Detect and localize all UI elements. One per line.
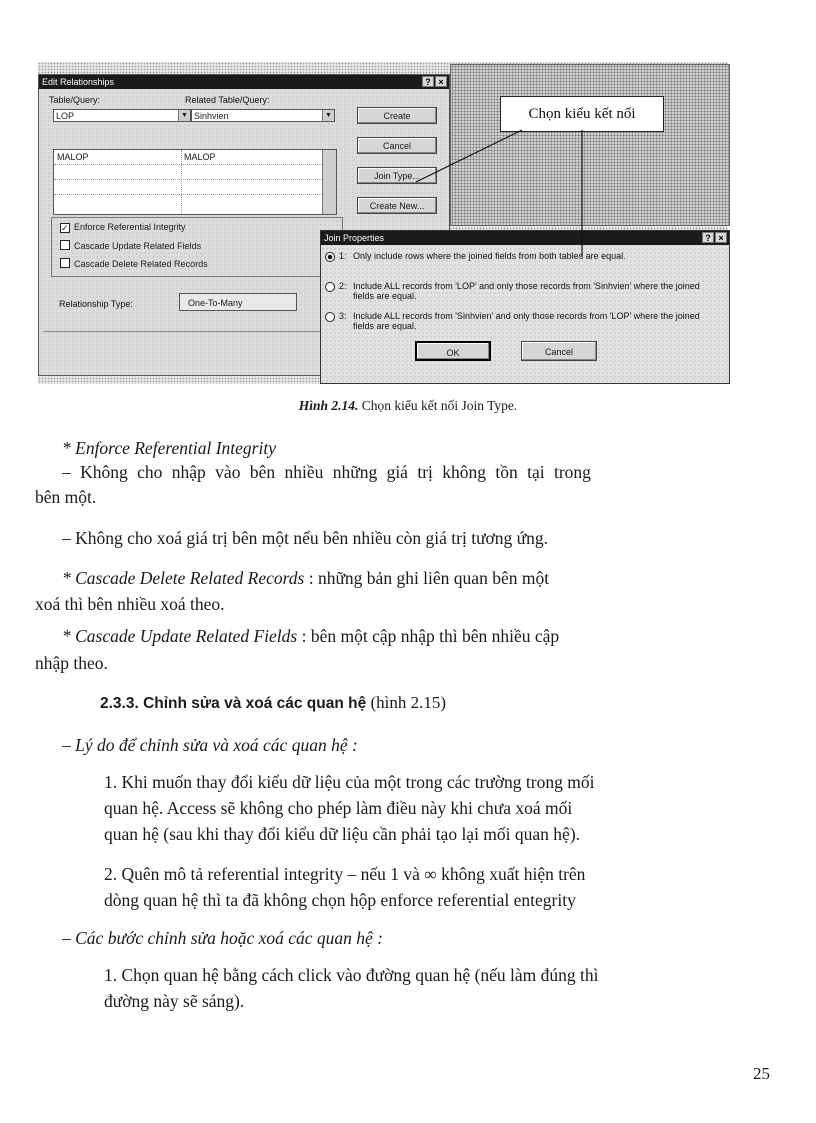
cascade-delete-line-2: xoá thì bên nhiều xoá theo.: [35, 594, 225, 614]
option-number: 3:: [339, 311, 347, 321]
reason-heading: – Lý do để chỉnh sửa và xoá các quan hệ :: [62, 735, 358, 755]
chevron-down-icon[interactable]: ▼: [322, 110, 334, 121]
field-left: MALOP: [57, 152, 89, 162]
cascade-delete-text: : những bản ghi liên quan bên một: [304, 568, 550, 588]
reason-2-line-1: 2. Quên mô tả referential integrity – nếu 1 và ∞ không xuất hiện trên: [104, 864, 586, 884]
section-ref: (hình 2.15): [366, 693, 447, 712]
close-icon[interactable]: ×: [435, 76, 447, 87]
cascade-update-label: Cascade Update Related Fields: [74, 241, 202, 251]
reason-1-line-2: quan hệ. Access sẽ không cho phép làm điều này khi chưa xoá mối: [104, 798, 573, 818]
section-heading: [100, 693, 446, 713]
enforce-rule-1-cont: bên một.: [35, 487, 97, 507]
reason-2-line-2: dòng quan hệ thì ta đã không chọn hộp enforce referential entegrity: [104, 890, 576, 910]
cascade-update-text: : bên một cập nhập thì bên nhiều cập: [297, 626, 560, 646]
join-dialog-title: Join Properties: [324, 233, 385, 243]
join-type-button[interactable]: Join Type...: [357, 167, 437, 184]
table-combo-value: LOP: [56, 111, 75, 121]
page-number: 25: [753, 1064, 770, 1083]
figure-caption: [0, 398, 816, 414]
step-1-line-1: 1. Chọn quan hệ bằng cách click vào đường quan hệ (nếu làm đúng thì: [104, 965, 599, 985]
related-table-label: Related Table/Query:: [185, 95, 270, 105]
callout-line-join-type: [416, 130, 522, 182]
cancel-button[interactable]: Cancel: [357, 137, 437, 154]
section-title: 2.3.3. Chỉnh sửa và xoá các quan hệ: [100, 695, 367, 712]
join-cancel-button[interactable]: Cancel: [521, 341, 597, 361]
figure-screenshot: [38, 62, 728, 384]
enforce-label: Enforce Referential Integrity: [74, 222, 186, 232]
create-button[interactable]: Create: [357, 107, 437, 124]
enforce-rule-1: – Không cho nhập vào bên nhiều những giá trị không tồn tại trong: [62, 462, 591, 482]
option-text: Only include rows where the joined fields from both tables are equal.: [353, 251, 626, 261]
cascade-delete-line: [62, 566, 549, 590]
enforce-heading: * Enforce Referential Integrity: [62, 438, 276, 458]
cascade-delete-term: * Cascade Delete Related Records: [62, 568, 305, 588]
close-icon[interactable]: ×: [715, 232, 727, 243]
callout-arrows: [38, 62, 728, 384]
table-query-label: Table/Query:: [49, 95, 101, 105]
enforce-rule-2: – Không cho xoá giá trị bên một nếu bên nhiều còn giá trị tương ứng.: [62, 528, 549, 548]
edit-dialog-title: Edit Relationships: [42, 77, 115, 87]
option-text: Include ALL records from 'Sinhvien' and only those records from 'LOP' where the joined fields are equal.: [353, 311, 700, 331]
caption-text: Chọn kiểu kết nối Join Type.: [361, 398, 518, 413]
option-number: 1:: [339, 251, 347, 261]
chevron-down-icon[interactable]: ▼: [178, 110, 190, 121]
cascade-update-term: * Cascade Update Related Fields: [62, 626, 298, 646]
ok-button[interactable]: OK: [415, 341, 491, 361]
reason-1-line-3: quan hệ (sau khi thay đổi kiểu dữ liệu cần phải tạo lại mối quan hệ).: [104, 824, 581, 844]
help-icon[interactable]: ?: [702, 232, 714, 243]
option-number: 2:: [339, 281, 347, 291]
cascade-update-line-2: nhập theo.: [35, 653, 108, 673]
reason-1-line-1: 1. Khi muốn thay đổi kiểu dữ liệu của một trong các trường trong mối: [104, 772, 595, 792]
create-new-button[interactable]: Create New...: [357, 197, 437, 214]
relationship-type-value: One-To-Many: [179, 293, 297, 311]
step-1-line-2: đường này sẽ sáng).: [104, 991, 245, 1011]
relationship-type-label: Relationship Type:: [59, 299, 133, 309]
steps-heading: – Các bước chỉnh sửa hoặc xoá các quan hệ :: [62, 928, 383, 948]
cascade-delete-label: Cascade Delete Related Records: [74, 259, 208, 269]
callout-label: Chọn kiểu kết nối: [500, 96, 664, 132]
caption-label: Hình 2.14.: [298, 398, 359, 413]
field-right: MALOP: [184, 152, 216, 162]
cascade-update-line: [62, 624, 559, 648]
checkbox-checked-icon[interactable]: ✓: [61, 223, 69, 233]
related-combo-value: Sinhvien: [194, 111, 229, 121]
help-icon[interactable]: ?: [422, 76, 434, 87]
option-text: Include ALL records from 'LOP' and only those records from 'Sinhvien' where the joined fields are equal.: [353, 281, 700, 301]
